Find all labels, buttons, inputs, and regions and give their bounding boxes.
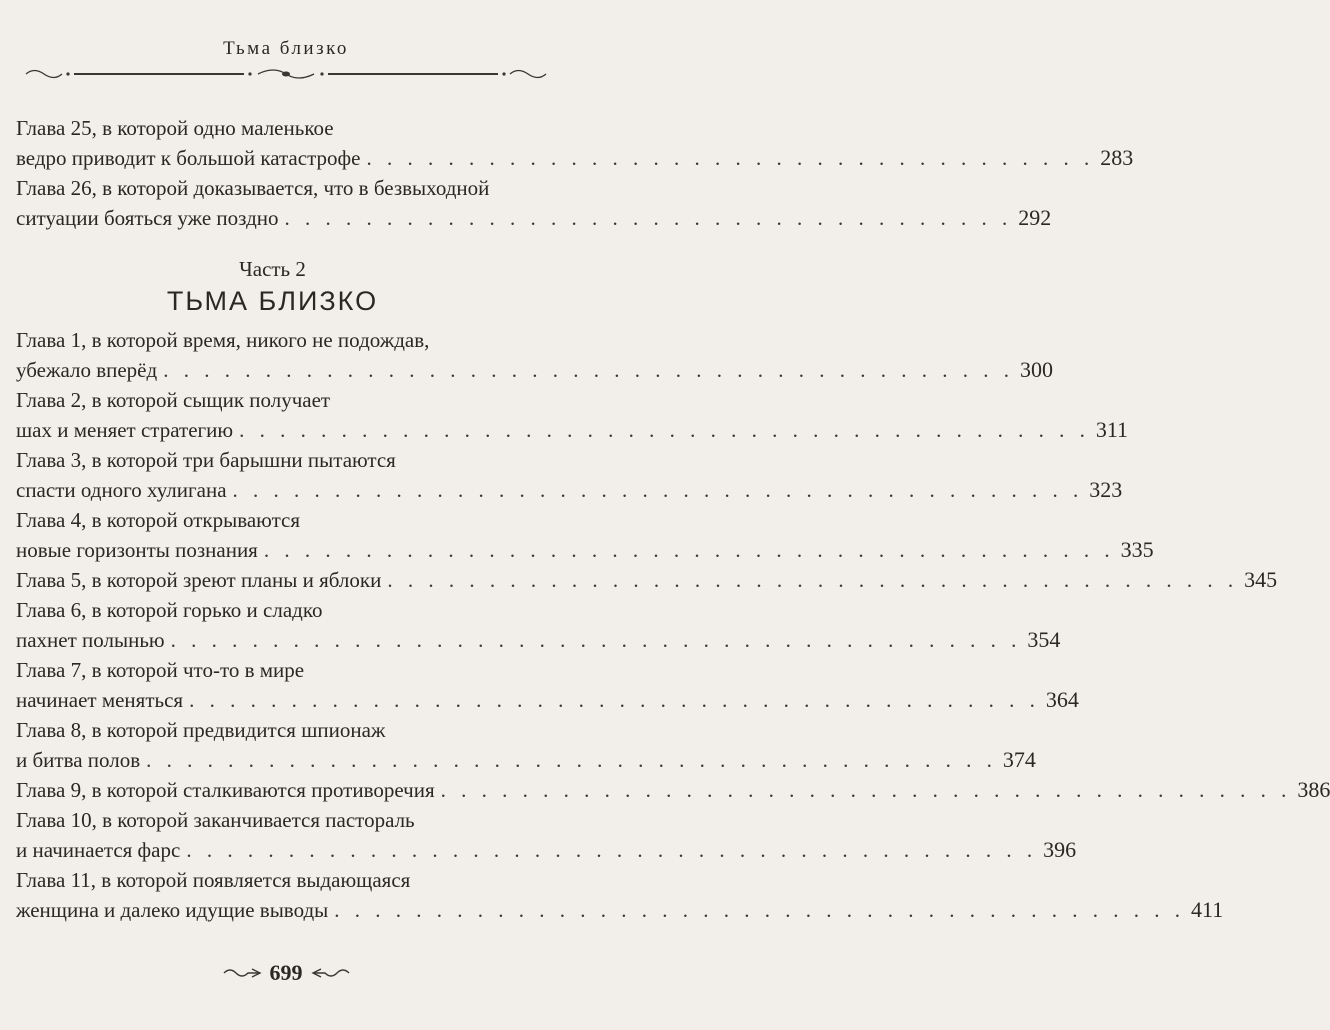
toc-entry	[16, 505, 1154, 565]
toc-entry	[16, 385, 1128, 445]
toc-entry	[16, 445, 1123, 505]
toc-entry-title-line: женщина и далеко идущие выводы	[16, 898, 329, 922]
toc-entry-title-line: и начинается фарс	[16, 838, 181, 862]
toc-leader-dots: . . . . . . . . . . . . . . . . . . . . . . . . . . . . . . . . . . . . . . . . . .	[146, 748, 997, 772]
toc-entry-title-line: Глава 3, в которой три барышни пытаются	[16, 448, 396, 472]
footer-ornament-left-icon	[222, 966, 262, 980]
toc-entry-title-line: Глава 11, в которой появляется выдающаяся	[16, 868, 411, 892]
part-entries-list	[16, 325, 1330, 925]
toc-leader-dots: . . . . . . . . . . . . . . . . . . . . . . . . . . . . . . . . . . . . . . . . . .	[189, 688, 1040, 712]
toc-entry-title-line: Глава 26, в которой доказывается, что в безвыходной	[16, 176, 490, 200]
toc-leader-dots: . . . . . . . . . . . . . . . . . . . . . . . . . . . . . . . . . . . . . . . . . .	[170, 628, 1022, 652]
page-number: 699	[269, 960, 303, 985]
part-label: Часть 2	[239, 257, 306, 281]
header-ornament-divider	[22, 64, 550, 84]
toc-entry-title-line: ведро приводит к большой катастрофе	[16, 146, 361, 170]
toc-entry-title-line: Глава 4, в которой открываются	[16, 508, 300, 532]
toc-entry-title-line: убежало вперёд	[16, 358, 158, 382]
toc-entry-title-line: Глава 10, в которой заканчивается пастораль	[16, 808, 415, 832]
toc-page-number: 396	[1043, 837, 1077, 862]
toc-leader-dots: . . . . . . . . . . . . . . . . . . . . . . . . . . . . . . . . . . . . . . . . . .	[163, 358, 1014, 382]
toc-page-number: 311	[1095, 417, 1128, 442]
toc-entry-title-line: шах и меняет стратегию	[16, 418, 234, 442]
toc-entry-title-line: новые горизонты познания	[16, 538, 258, 562]
toc-entry	[16, 865, 1224, 925]
toc-entry	[16, 173, 1052, 233]
toc-page-number: 323	[1089, 477, 1123, 502]
toc-entry-title-line: Глава 1, в которой время, никого не подождав,	[16, 328, 430, 352]
toc-page-number: 386	[1297, 777, 1330, 802]
toc-entry-title-line: Глава 7, в которой что-то в мире	[16, 658, 305, 682]
running-header: Тьма близко	[223, 38, 349, 59]
toc-leader-dots: . . . . . . . . . . . . . . . . . . . . . . . . . . . . . . . . . . . .	[366, 146, 1095, 170]
toc-entry-title-line: Глава 2, в которой сыщик получает	[16, 388, 331, 412]
part-title: ТЬМА БЛИЗКО	[166, 286, 379, 316]
toc-entry-title-line: Глава 5, в которой зреют планы и яблоки	[16, 568, 382, 592]
toc-entry	[16, 715, 1036, 775]
toc-page-number: 374	[1002, 747, 1036, 772]
toc-page-number: 283	[1100, 145, 1134, 170]
toc-entry	[16, 565, 1278, 595]
toc-page-number: 335	[1120, 537, 1154, 562]
table-of-contents	[16, 113, 1330, 925]
toc-page-number: 345	[1244, 567, 1278, 592]
toc-entry-title-line: пахнет полынью	[16, 628, 165, 652]
toc-page-number: 411	[1191, 897, 1224, 922]
toc-entry-title-line: Глава 9, в которой сталкиваются противоречия	[16, 778, 435, 802]
toc-entry	[16, 775, 1330, 805]
toc-leader-dots: . . . . . . . . . . . . . . . . . . . . . . . . . . . . . . . . . . . . . . . . . .	[440, 778, 1292, 802]
toc-entry	[16, 805, 1077, 865]
toc-leader-dots: . . . . . . . . . . . . . . . . . . . . . . . . . . . . . . . . . . . . . . . . . .	[232, 478, 1084, 502]
toc-page-number: 300	[1019, 357, 1053, 382]
toc-page-number: 354	[1027, 627, 1061, 652]
toc-entry-title-line: спасти одного хулигана	[16, 478, 227, 502]
toc-entry-title-line: ситуации бояться уже поздно	[16, 206, 279, 230]
footer-ornament-right-icon	[311, 966, 351, 980]
toc-entry	[16, 595, 1061, 655]
toc-entry-title-line: Глава 6, в которой горько и сладко	[16, 598, 323, 622]
toc-entry	[16, 325, 1053, 385]
toc-leader-dots: . . . . . . . . . . . . . . . . . . . . . . . . . . . . . . . . . . . . . . . . . .	[263, 538, 1115, 562]
toc-entry	[16, 113, 1134, 173]
toc-entry-title-line: начинает меняться	[16, 688, 184, 712]
page-footer	[0, 960, 572, 986]
toc-page-number: 292	[1018, 205, 1052, 230]
toc-leader-dots: . . . . . . . . . . . . . . . . . . . . . . . . . . . . . . . . . . . . . . . . . .	[239, 418, 1090, 442]
toc-entry-title-line: Глава 8, в которой предвидится шпионаж	[16, 718, 386, 742]
toc-leader-dots: . . . . . . . . . . . . . . . . . . . . . . . . . . . . . . . . . . . . . . . . . .	[334, 898, 1186, 922]
toc-leader-dots: . . . . . . . . . . . . . . . . . . . . . . . . . . . . . . . . . . . .	[284, 206, 1013, 230]
toc-entry	[16, 655, 1079, 715]
toc-leader-dots: . . . . . . . . . . . . . . . . . . . . . . . . . . . . . . . . . . . . . . . . . .	[387, 568, 1239, 592]
toc-page-number: 364	[1045, 687, 1079, 712]
toc-leader-dots: . . . . . . . . . . . . . . . . . . . . . . . . . . . . . . . . . . . . . . . . . .	[186, 838, 1038, 862]
toc-entry-title-line: и битва полов	[16, 748, 141, 772]
toc-entry-title-line: Глава 25, в которой одно маленькое	[16, 116, 334, 140]
